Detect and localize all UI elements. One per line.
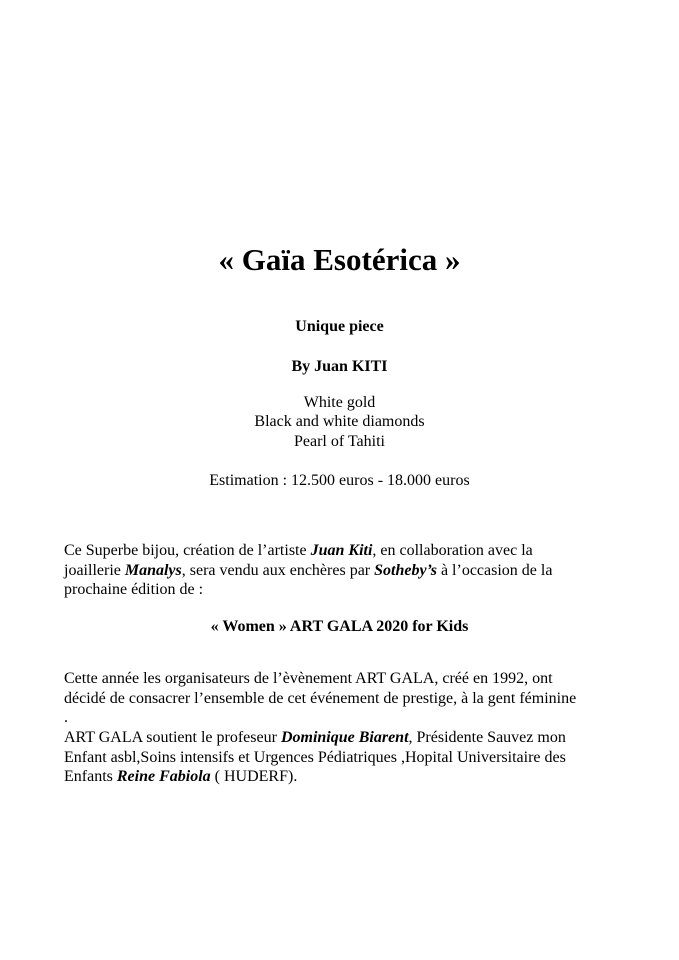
text-span: joaillerie [64, 562, 125, 579]
material-diamonds: Black and white diamonds [254, 413, 425, 430]
text-span: ( HUDERF). [210, 768, 298, 785]
paragraph3-line2: Enfant asbl,Soins intensifs et Urgences Pédiatriques ,Hopital Universitaire des [64, 749, 566, 766]
paragraph1-line1 [64, 541, 533, 560]
text-span: , sera vendu aux enchères par [181, 562, 375, 579]
paragraph2-line1: Cette année les organisateurs de l’èvènement ART GALA, créé en 1992, ont [64, 670, 553, 687]
estimation: Estimation : 12.500 euros - 18.000 euros [209, 472, 470, 489]
paragraph1-line2 [64, 561, 552, 580]
document-title: « Gaïa Esotérica » [218, 242, 461, 277]
paragraph3-line3 [64, 767, 297, 786]
material-white-gold: White gold [303, 394, 376, 411]
text-span: ART GALA soutient le profeseur [64, 729, 281, 746]
paragraph2-line2: décidé de consacrer l’ensemble de cet événement de prestige, à la gent féminine [64, 690, 577, 707]
auction-house-name: Sotheby’s [374, 562, 437, 579]
paragraph3-line1 [64, 728, 566, 747]
author-line: By Juan KITI [291, 358, 388, 375]
text-span: Ce Superbe bijou, création de l’artiste [64, 542, 311, 559]
paragraph1-line3: prochaine édition de : [64, 581, 204, 598]
text-span: à l’occasion de la [436, 562, 553, 579]
professor-name: Dominique Biarent [280, 729, 409, 746]
text-span: , en collaboration avec la [372, 542, 533, 559]
material-pearl: Pearl of Tahiti [293, 433, 385, 450]
artist-name: Juan Kiti [310, 542, 373, 559]
text-span: , Présidente Sauvez mon [408, 729, 566, 746]
event-title: « Women » ART GALA 2020 for Kids [210, 618, 469, 635]
paragraph2-line3: . [64, 709, 68, 726]
subtitle: Unique piece [295, 318, 384, 335]
hospital-name: Reine Fabiola [116, 768, 211, 785]
text-span: Enfants [64, 768, 117, 785]
jeweller-name: Manalys [124, 562, 182, 579]
